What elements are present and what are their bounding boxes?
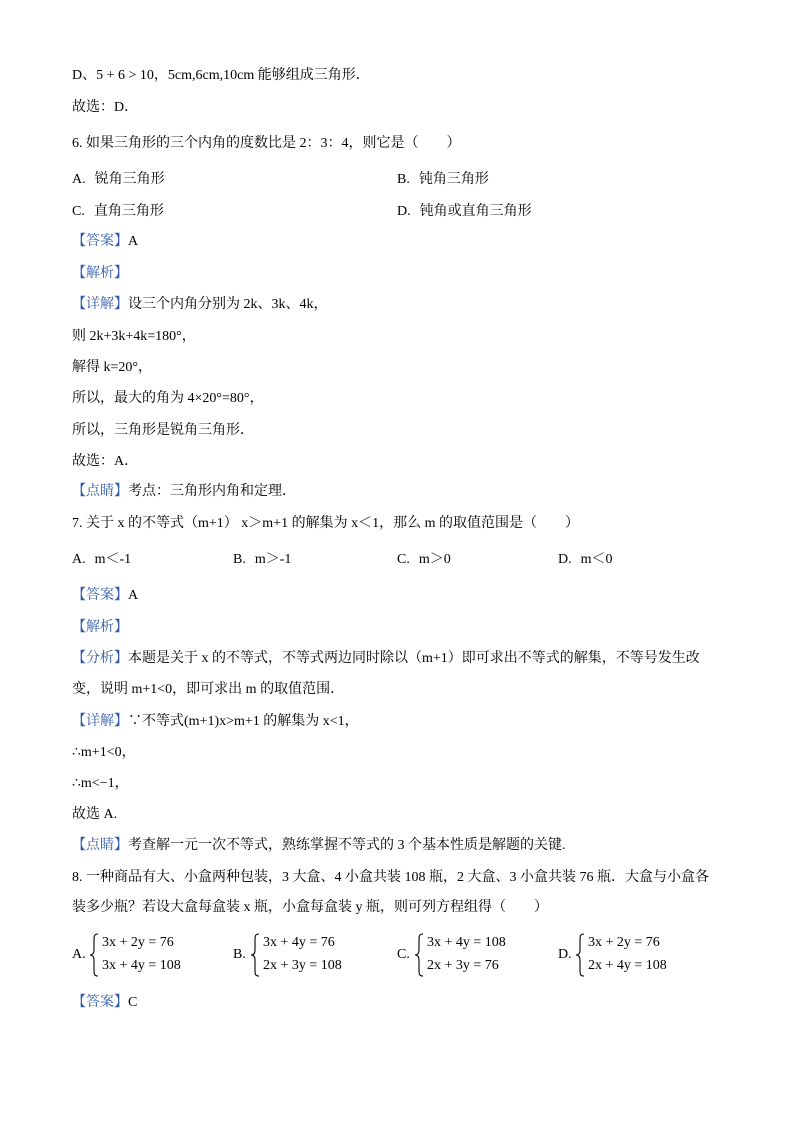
option-letter: B. <box>397 172 410 187</box>
question-6-option-c <box>72 202 164 222</box>
option-letter: D. <box>558 947 572 962</box>
question-6-detail-line <box>72 295 328 315</box>
question-6-option-a <box>72 170 165 190</box>
previous-conclusion: 故选：D． <box>72 100 139 115</box>
reasoning-tag: 【分析】 <box>72 651 128 666</box>
question-8-answer <box>72 993 137 1013</box>
answer-value: A <box>128 234 139 249</box>
analysis-tag: 【解析】 <box>72 620 128 635</box>
answer-tag: 【答案】 <box>72 588 128 603</box>
option-text: 锐角三角形 <box>94 172 165 187</box>
option-text: m＞0 <box>418 552 451 567</box>
option-letter: C. <box>72 204 85 219</box>
question-7-stem: 7. 关于 x 的不等式（m+1） x＞m+1 的解集为 x＜1，那么 m 的取值范围是（ ） <box>72 516 579 531</box>
option-letter: B. <box>233 947 246 962</box>
question-7-option-b <box>233 550 291 570</box>
system-brace-icon <box>250 933 260 977</box>
remark-tag: 【点睛】 <box>72 484 128 499</box>
equation: 3x + 2y = 76 <box>588 935 660 950</box>
question-6-detail-line: 解得 k=20°， <box>72 360 152 375</box>
previous-explanation: D、5 + 6 > 10，5cm,6cm,10cm 能够组成三角形． <box>72 68 370 83</box>
question-7-detail-line: ∴m+1<0， <box>72 745 136 760</box>
question-7-option-d <box>558 550 613 570</box>
system-brace-icon <box>414 933 424 977</box>
question-7-analysis-heading <box>72 618 128 638</box>
question-6-option-b <box>397 170 489 190</box>
question-8-stem-line: 装多少瓶？若设大盒每盒装 x 瓶，小盒每盒装 y 瓶，则可列方程组得（ ） <box>72 900 548 915</box>
equation: 3x + 2y = 76 <box>102 935 174 950</box>
question-8-option-b <box>233 932 383 978</box>
detail-text: 设三个内角分别为 2k、3k、4k， <box>128 297 328 312</box>
option-text: 直角三角形 <box>93 204 164 219</box>
answer-tag: 【答案】 <box>72 995 128 1010</box>
option-text: m＜-1 <box>94 552 132 567</box>
option-letter: C. <box>397 552 410 567</box>
option-letter: A. <box>72 947 86 962</box>
question-6-detail-line: 则 2k+3k+4k=180°， <box>72 329 196 344</box>
question-8-option-c <box>397 932 547 978</box>
equation: 2x + 3y = 76 <box>427 958 499 973</box>
option-letter: C. <box>397 947 410 962</box>
answer-tag: 【答案】 <box>72 234 128 249</box>
equation: 3x + 4y = 108 <box>427 935 506 950</box>
system-brace-icon <box>89 933 99 977</box>
question-7-detail-line: ∴m<−1， <box>72 776 129 791</box>
question-6-answer <box>72 232 138 252</box>
question-6-stem: 6. 如果三角形的三个内角的度数比是 2：3：4，则它是（ ） <box>72 136 461 151</box>
detail-tag: 【详解】 <box>72 714 128 729</box>
option-letter: B. <box>233 552 246 567</box>
option-letter: D. <box>558 552 572 567</box>
question-8-option-a <box>72 932 222 978</box>
question-8-stem-line: 8. 一种商品有大、小盒两种包装，3 大盒、4 小盒共装 108 瓶，2 大盒、3 小盒共装 76 瓶．大盒与小盒各 <box>72 870 709 885</box>
remark-text: 考点：三角形内角和定理． <box>128 484 296 499</box>
question-7-reasoning-line <box>72 649 700 669</box>
system-brace-icon <box>575 933 585 977</box>
question-6-detail-line: 所以，三角形是锐角三角形． <box>72 423 254 438</box>
question-7-detail-line <box>72 712 359 732</box>
equation: 2x + 3y = 108 <box>263 958 342 973</box>
detail-tag: 【详解】 <box>72 297 128 312</box>
question-7-reasoning-line: 变，说明 m+1<0，即可求出 m 的取值范围． <box>72 682 345 697</box>
answer-value: A <box>128 588 139 603</box>
question-6-option-d <box>397 202 532 222</box>
option-letter: A. <box>72 552 86 567</box>
question-7-option-a <box>72 550 131 570</box>
equation: 3x + 4y = 76 <box>263 935 335 950</box>
option-text: m＞-1 <box>254 552 292 567</box>
equation: 3x + 4y = 108 <box>102 958 181 973</box>
question-7-option-c <box>397 550 451 570</box>
option-letter: A. <box>72 172 86 187</box>
question-7-remark <box>72 836 566 856</box>
option-text: 钝角或直角三角形 <box>419 204 532 219</box>
detail-text: ∵不等式(m+1)x>m+1 的解集为 x<1， <box>128 714 359 729</box>
remark-tag: 【点睛】 <box>72 838 128 853</box>
analysis-tag: 【解析】 <box>72 266 128 281</box>
option-letter: D. <box>397 204 411 219</box>
question-6-detail-line: 故选：A． <box>72 454 139 469</box>
question-6-analysis-heading <box>72 264 128 284</box>
option-text: 钝角三角形 <box>418 172 489 187</box>
option-text: m＜0 <box>580 552 613 567</box>
question-8-option-d <box>558 932 708 978</box>
reasoning-text: 本题是关于 x 的不等式，不等式两边同时除以（m+1）即可求出不等式的解集，不等号发生改 <box>128 651 700 666</box>
question-6-detail-line: 所以，最大的角为 4×20°=80°， <box>72 391 264 406</box>
question-6-remark <box>72 482 296 502</box>
remark-text: 考查解一元一次不等式，熟练掌握不等式的 3 个基本性质是解题的关键. <box>128 838 566 853</box>
question-7-answer <box>72 586 138 606</box>
answer-value: C <box>128 995 138 1010</box>
question-7-detail-line: 故选 A. <box>72 807 118 822</box>
equation: 2x + 4y = 108 <box>588 958 667 973</box>
